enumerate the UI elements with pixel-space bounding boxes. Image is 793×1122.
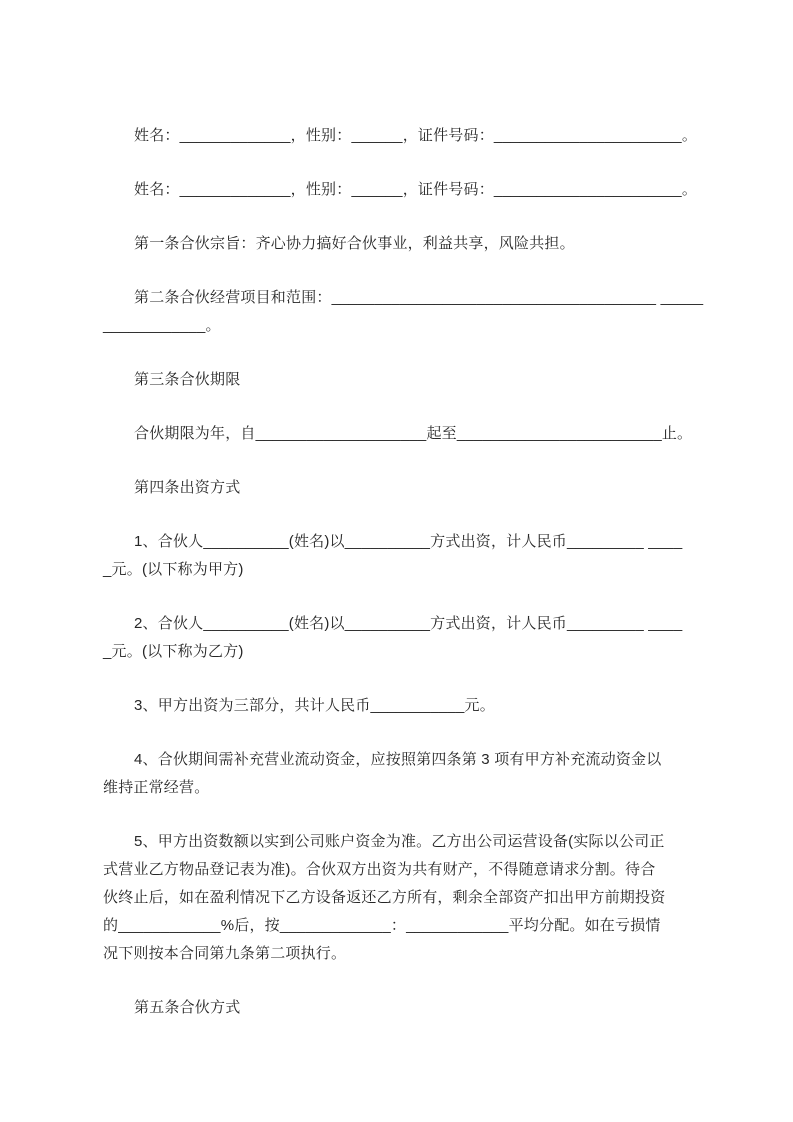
paragraph: [103, 692, 705, 720]
paragraph-line: 第三条合伙期限: [134, 371, 241, 388]
paragraph-line: 第五条合伙方式: [134, 999, 241, 1016]
paragraph-line: _元。(以下称为甲方): [103, 561, 244, 578]
paragraph: [103, 366, 705, 394]
paragraph-line: 第二条合伙经营项目和范围：______________________________________ _____: [134, 289, 704, 306]
paragraph-line: 式营业乙方物品登记表为准)。合伙双方出资为共有财产，不得随意请求分割。待合: [103, 861, 656, 878]
paragraph: [103, 828, 705, 968]
paragraph-line: 4、合伙期间需补充营业流动资金，应按照第四条第 3 项有甲方补充流动资金以: [134, 751, 662, 768]
paragraph-line: 姓名：_____________，性别：______，证件号码：______________________。: [134, 181, 698, 198]
paragraph-line: 伙终止后，如在盈利情况下乙方设备返还乙方所有，剩余全部资产扣出甲方前期投资: [103, 889, 666, 906]
paragraph-line: 况下则按本合同第九条第二项执行。: [103, 945, 347, 962]
paragraph: [103, 610, 705, 666]
paragraph: [103, 122, 705, 150]
paragraph-line: 3、甲方出资为三部分，共计人民币___________元。: [134, 697, 495, 714]
paragraph-line: 1、合伙人__________(姓名)以__________方式出资，计人民币_________ ____: [134, 533, 683, 550]
paragraph-line: 姓名：_____________，性别：______，证件号码：______________________。: [134, 127, 698, 144]
paragraph-line: 5、甲方出资数额以实到公司账户资金为准。乙方出公司运营设备(实际以公司正: [134, 833, 665, 850]
paragraph-line: 第一条合伙宗旨：齐心协力搞好合伙事业，利益共享，风险共担。: [134, 235, 575, 252]
paragraph: [103, 420, 705, 448]
paragraph: [103, 528, 705, 584]
paragraph-line: 维持正常经营。: [103, 779, 210, 796]
paragraph-line: 合伙期限为年，自____________________起至________________________止。: [134, 425, 693, 442]
paragraph-line: _元。(以下称为乙方): [103, 643, 244, 660]
paragraph: [103, 284, 705, 340]
paragraph: [103, 230, 705, 258]
paragraph: [103, 176, 705, 204]
paragraph-line: 的____________%后，按_____________：____________平均分配。如在亏损情: [103, 917, 661, 934]
paragraph: [103, 474, 705, 502]
paragraph-line: 2、合伙人__________(姓名)以__________方式出资，计人民币_________ ____: [134, 615, 683, 632]
paragraph-line: 第四条出资方式: [134, 479, 241, 496]
paragraph: [103, 994, 705, 1022]
paragraph: [103, 746, 705, 802]
paragraph-line: ____________。: [103, 317, 221, 334]
